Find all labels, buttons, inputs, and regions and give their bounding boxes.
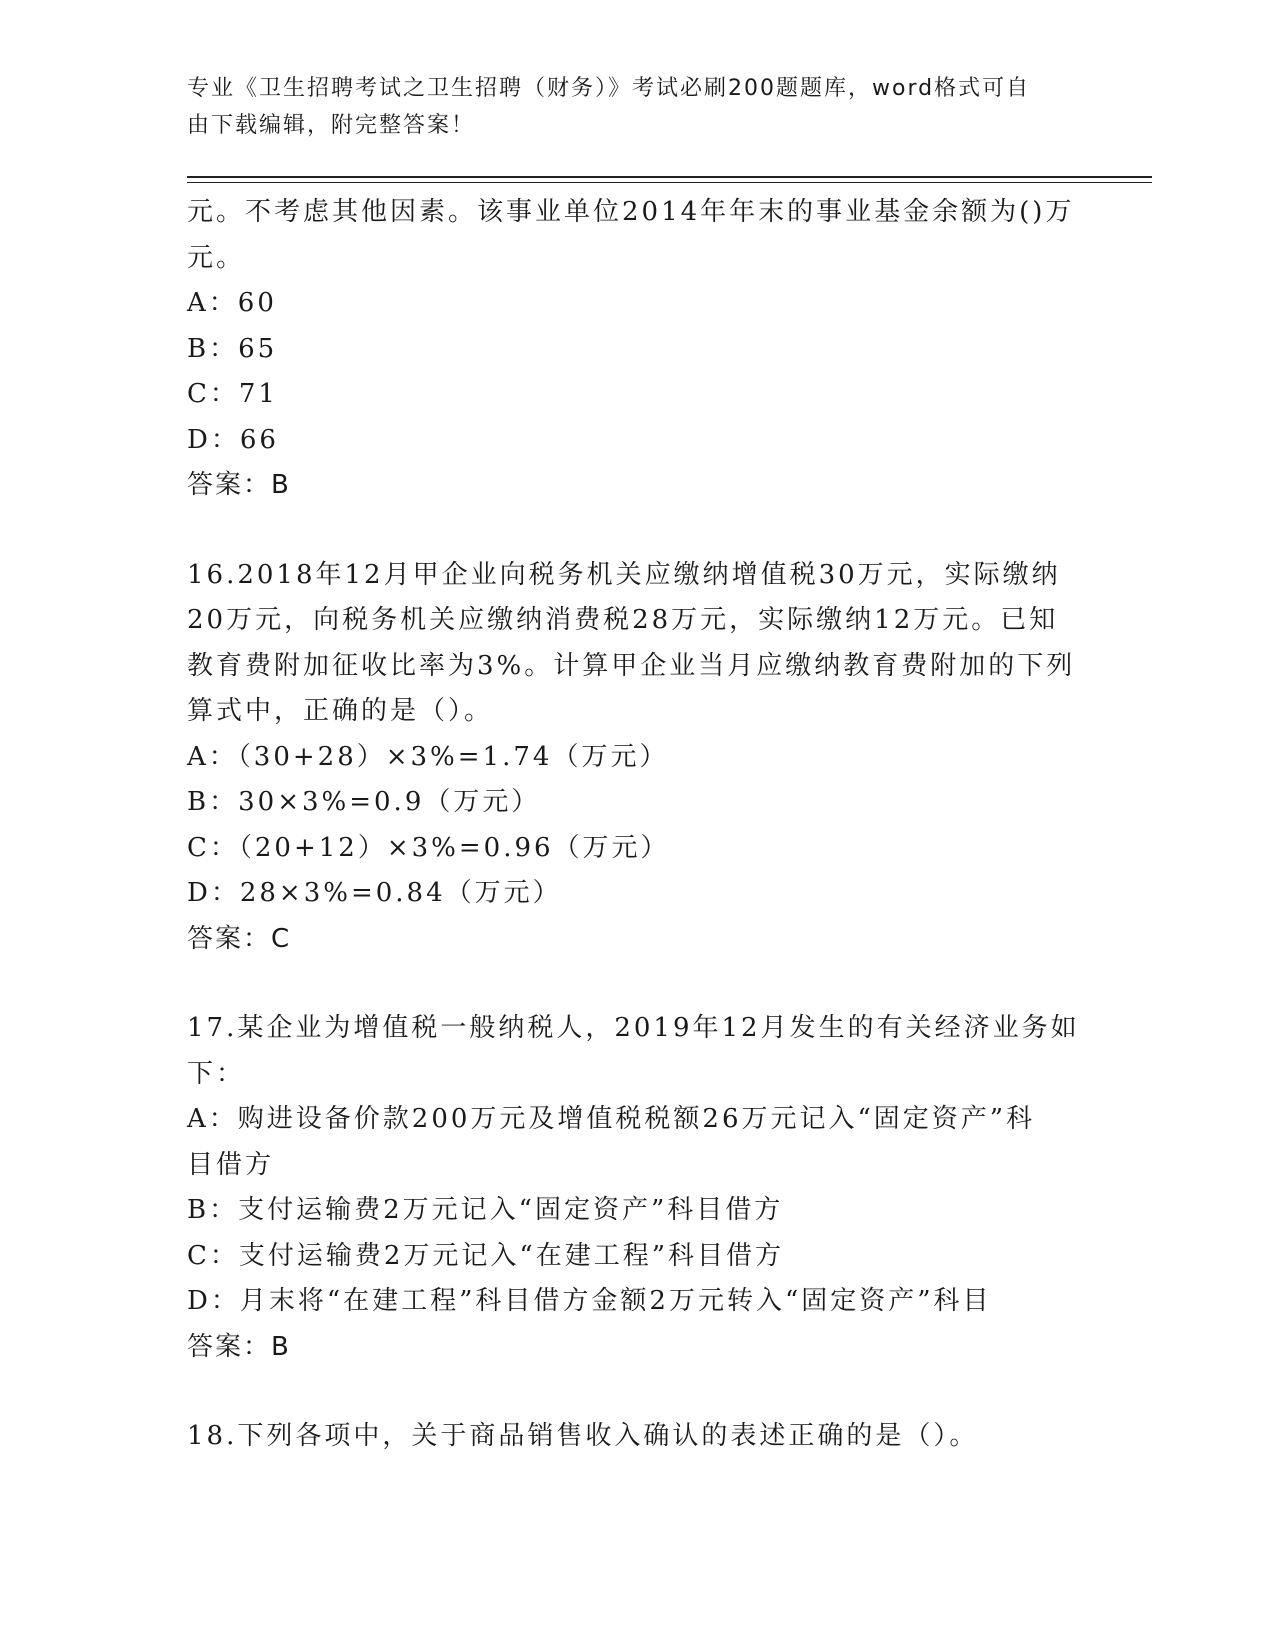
option-a: A：（30+28）×3%=1.74（万元） xyxy=(187,741,669,772)
option-c: C：（20+12）×3%=0.96（万元） xyxy=(187,832,670,863)
option-a-continued: 目借方 xyxy=(187,1149,275,1180)
question-stem-line: 元。不考虑其他因素。该事业单位2014年年末的事业基金余额为()万 xyxy=(187,197,1075,227)
option-b: B：30×3%=0.9（万元） xyxy=(187,787,541,817)
question-stem-line: 20万元，向税务机关应缴纳消费税28万元，实际缴纳12万元。已知 xyxy=(187,605,1059,635)
header-divider-thick xyxy=(187,176,1152,178)
question-15 xyxy=(187,190,1087,507)
document-body xyxy=(187,190,1087,1460)
question-stem-line: 16.2018年12月甲企业向税务机关应缴纳增值税30万元，实际缴纳 xyxy=(187,559,1061,590)
option-a: A：购进设备价款200万元及增值税税额26万元记入“固定资产”科 xyxy=(187,1104,1036,1134)
question-stem-line: 下： xyxy=(187,1058,246,1089)
header-divider-thin xyxy=(187,182,1152,183)
answer-line: 答案：B xyxy=(187,470,291,500)
question-stem-line: 18.下列各项中，关于商品销售收入确认的表述正确的是（）。 xyxy=(187,1421,979,1451)
answer-line: 答案：B xyxy=(187,1331,291,1362)
question-18 xyxy=(187,1414,1087,1460)
document-header xyxy=(187,70,1087,144)
spacer xyxy=(187,961,1087,1007)
option-d: D：66 xyxy=(187,424,279,455)
question-stem-line: 17.某企业为增值税一般纳税人，2019年12月发生的有关经济业务如 xyxy=(187,1013,1080,1043)
question-stem-line: 算式中，正确的是（）。 xyxy=(187,696,494,726)
question-17 xyxy=(187,1006,1087,1369)
option-d: D：月末将“在建工程”科目借方金额2万元转入“固定资产”科目 xyxy=(187,1286,992,1316)
question-16 xyxy=(187,553,1087,961)
option-c: C：71 xyxy=(187,379,278,409)
header-line-2: 由下载编辑，附完整答案！ xyxy=(187,113,476,138)
option-d: D：28×3%=0.84（万元） xyxy=(187,878,562,908)
option-a: A：60 xyxy=(187,288,277,318)
spacer xyxy=(187,507,1087,553)
option-b: B：支付运输费2万元记入“固定资产”科目借方 xyxy=(187,1195,784,1225)
question-stem-line: 元。 xyxy=(187,242,246,273)
spacer xyxy=(187,1369,1087,1415)
answer-line: 答案：C xyxy=(187,923,292,954)
question-stem-line: 教育费附加征收比率为3%。计算甲企业当月应缴纳教育费附加的下列 xyxy=(187,650,1076,681)
option-c: C：支付运输费2万元记入“在建工程”科目借方 xyxy=(187,1240,785,1271)
header-line-1: 专业《卫生招聘考试之卫生招聘（财务）》考试必刷200题题库，word格式可自 xyxy=(187,76,1031,101)
option-b: B：65 xyxy=(187,333,278,364)
